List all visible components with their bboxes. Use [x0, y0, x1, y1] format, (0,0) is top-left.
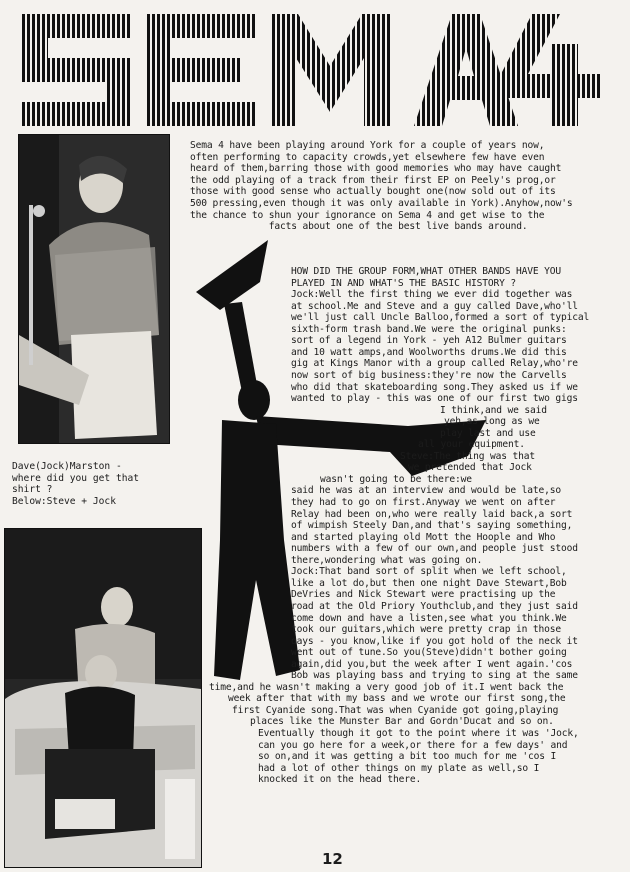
article-line: took our guitars,which were pretty crap in those: [291, 624, 562, 636]
article-line: there,wondering what was going on.: [291, 554, 483, 566]
photo-guitarist: [18, 134, 170, 444]
article-line: said he was at an interview and would be late,so: [291, 485, 562, 497]
intro-line: heard of them,barring those with good memories who may have caught: [190, 163, 562, 175]
article-line: like a lot do,but then one night Dave Stewart,Bob: [291, 577, 567, 589]
article-line: we'll just call Uncle Balloo,formed a sort of typical: [291, 312, 590, 324]
intro-line: 500 pressing,even though it was only available in York).Anyhow,now's: [190, 197, 573, 209]
article-line: Bob was playing bass and trying to sing at the same: [291, 670, 578, 682]
article-line: sixth-form trash band.We were the original punks:: [291, 323, 567, 335]
intro-line: the chance to shun your ignorance on Sema 4 and get wise to the: [190, 209, 545, 221]
caption-line: Dave(Jock)Marston -: [12, 461, 122, 472]
article-line: wasn't going to be there:we: [320, 473, 472, 485]
article-line: who did that skateboarding song.They asked us if we: [291, 381, 578, 393]
article-line: and started playing old Mott the Hoople and Who: [291, 531, 556, 543]
photo-caption: [12, 461, 139, 507]
caption-line: shirt ?: [12, 484, 53, 496]
article-line: at school.Me and Steve and a guy called Dave,who'll: [291, 300, 578, 312]
intro-line: those with good sense who actually bought one(now sold out of its: [190, 186, 556, 198]
article-line: can you go here for a week,or there for a few days' and: [258, 739, 568, 751]
article-line: days - you know,like if you got hold of the neck it: [291, 635, 578, 647]
article-line: DeVries and Nick Stewart were practising up the: [291, 589, 556, 601]
article-line: Jock:That band sort of split when we left school,: [291, 566, 567, 578]
intro-line: often performing to capacity crowds,yet elsewhere few have even: [190, 151, 545, 163]
article-line: of wimpish Steely Dan,and that's saying something,: [291, 520, 573, 532]
article-line: PLAYED IN AND WHAT'S THE BASIC HISTORY ?: [291, 277, 517, 289]
article-line: time,and he wasn't making a very good job of it.I went back the: [209, 681, 564, 693]
article-line: and 10 watt amps,and Woolworths drums.We did this: [291, 346, 567, 358]
photo-steve-and-jock: [4, 528, 202, 868]
intro-paragraph: [190, 140, 573, 233]
article-line: week after that with my bass and we wrote our first song,the: [228, 693, 566, 705]
article-line: road at the Old Priory Youthclub,and they just said: [291, 600, 578, 612]
article-line: we pretended that Jock: [408, 462, 532, 474]
article-line: Jock:Well the first thing we ever did together was: [291, 289, 573, 301]
caption-line: Below:Steve + Jock: [12, 495, 116, 507]
article-line: gig at Kings Manor with a group called Relay,who're: [291, 358, 578, 370]
article-line: I think,and we said: [440, 404, 547, 416]
masthead-logo: [22, 14, 602, 126]
article-line: Relay had been on,who were really laid back,a sort: [291, 508, 573, 520]
article-line: first Cyanide song.That was when Cyanide got going,playing: [232, 704, 559, 716]
article-line: sort of a legend in York - yeh A12 Bulmer guitars: [291, 335, 567, 347]
article-line: knocked it on the head there.: [258, 774, 422, 786]
article-line: play last and use: [440, 427, 536, 439]
article-line: went out of tune.So you(Steve)didn't bother going: [291, 647, 567, 659]
article-line: Eventually though it got to the point where it was 'Jock,: [258, 728, 579, 739]
page-number: 12: [322, 850, 343, 868]
article-line: they had to go on first.Anyway we went on after: [291, 497, 556, 508]
article-line: yeh,as long as we: [444, 416, 540, 428]
article-line: come down and have a listen,see what you think.We: [291, 612, 567, 624]
intro-line: the odd playing of a track from their first EP on Peely's prog,or: [190, 174, 556, 186]
article-line: so on,and it was getting a bit too much for me 'cos I: [258, 751, 557, 763]
intro-line: Sema 4 have been playing around York for a couple of years now,: [190, 140, 545, 151]
article-line: HOW DID THE GROUP FORM,WHAT OTHER BANDS HAVE YOU: [291, 266, 562, 277]
article-line: again,did you,but the week after I went again.'cos: [291, 658, 573, 670]
article-line: had a lot of other things on my plate as well,so I: [258, 762, 540, 774]
article-line: all your equipment.: [418, 439, 525, 451]
article-line: Steve:The thing was that: [400, 450, 536, 462]
caption-line: where did you get that: [12, 472, 140, 484]
intro-line: facts about one of the best live bands around.: [190, 221, 528, 233]
article-line: wanted to play - this was one of our first two gigs: [291, 393, 578, 405]
article-line: places like the Munster Bar and Gordn'Ducat and so on.: [250, 716, 554, 728]
article-line: now sort of big business:they're now the Carvells: [291, 369, 567, 381]
article-line: numbers with a few of our own,and people just stood: [291, 543, 578, 555]
